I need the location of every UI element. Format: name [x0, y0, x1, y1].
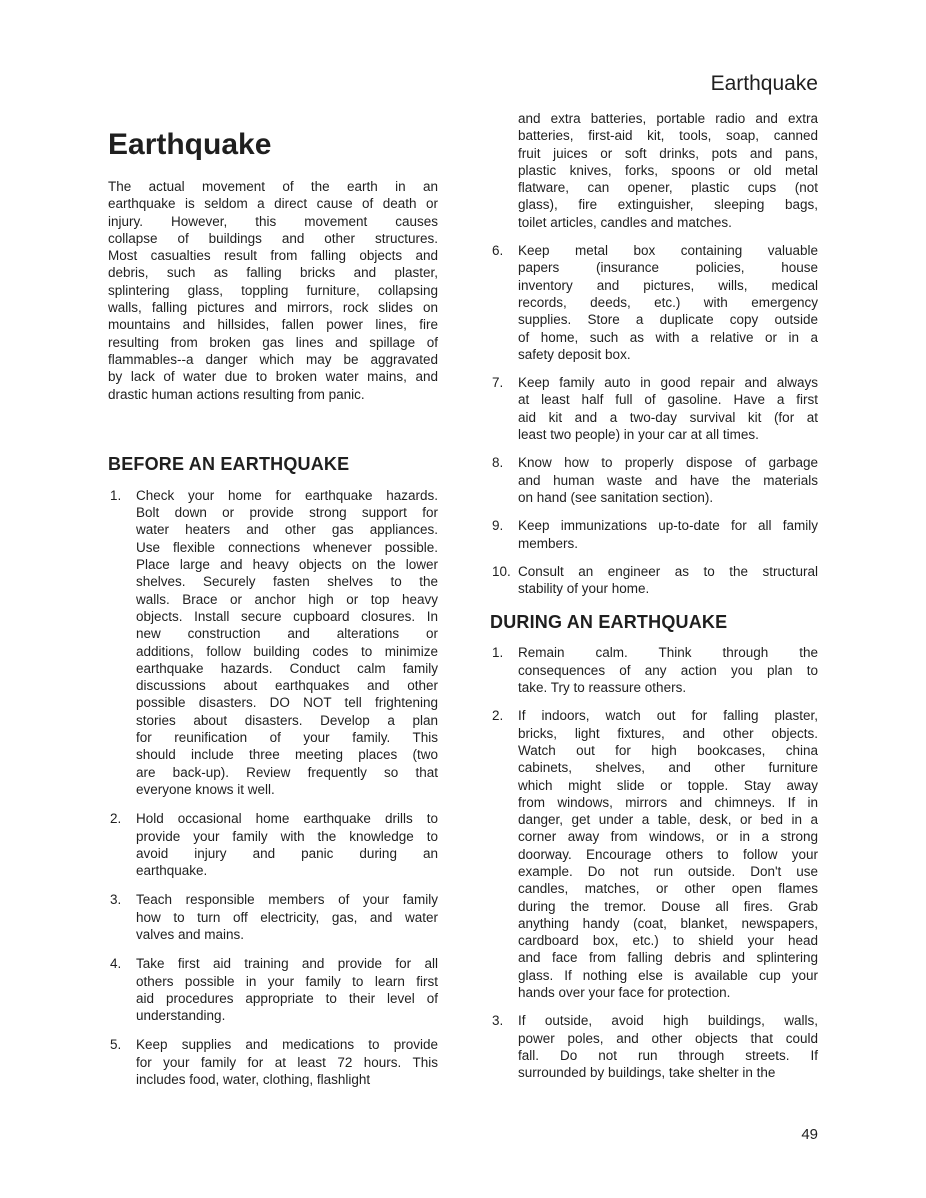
list-item-number: 1.	[492, 645, 504, 661]
text-line: mountains and hillsides, fallen power lines, fire	[108, 317, 438, 333]
list-item	[490, 1012, 818, 1081]
text-line: Keep metal box containing valuable	[518, 243, 818, 259]
list-item-number: 5.	[110, 1037, 122, 1053]
list-item-body	[136, 891, 438, 943]
text-line: additions, follow building codes to minimize	[136, 643, 438, 659]
text-line: for your family for at least 72 hours. This	[136, 1054, 438, 1070]
text-line: for reunification of your family. This	[136, 730, 438, 746]
text-line: Teach responsible members of your family	[136, 892, 438, 908]
list-item	[490, 644, 818, 696]
text-line: valves and mains.	[136, 926, 245, 942]
list-item-number: 7.	[492, 375, 504, 391]
text-line: members.	[518, 535, 579, 551]
text-line: toilet articles, candles and matches.	[518, 214, 732, 230]
text-line: consequences of any action you plan to	[518, 662, 818, 678]
text-line: least two people) in your car at all times.	[518, 427, 759, 443]
right-column	[490, 110, 818, 1082]
list-item-number: 2.	[110, 811, 122, 827]
text-line: Bolt down or provide strong support for	[136, 505, 438, 521]
list-item-number: 9.	[492, 518, 504, 534]
list-item-body	[518, 644, 818, 696]
text-line: debris, such as falling bricks and plaster,	[108, 265, 438, 281]
text-line: Know how to properly dispose of garbage	[518, 455, 818, 471]
text-line: others possible in your family to learn first	[136, 973, 438, 989]
text-line: The actual movement of the earth in an	[108, 179, 438, 194]
text-line: cardboard box, etc.) to shield your head	[518, 933, 818, 949]
page-number: 49	[801, 1126, 818, 1143]
text-line: Place large and heavy objects on the lower	[136, 557, 438, 573]
text-line: of home, such as with a relative or in a	[518, 329, 818, 345]
text-line: power poles, and other objects that could	[518, 1030, 818, 1046]
text-line: Keep supplies and medications to provide	[136, 1037, 438, 1053]
text-line: fall. Do not run through streets. If	[518, 1047, 818, 1063]
text-line: splintering glass, toppling furniture, collapsing	[108, 282, 438, 298]
text-line: Hold occasional home earthquake drills to	[136, 811, 438, 827]
text-line: hands over your face for protection.	[518, 985, 731, 1001]
list-item	[108, 1036, 438, 1088]
text-line: Check your home for earthquake hazards.	[136, 487, 438, 503]
text-line: papers (insurance policies, house	[518, 260, 818, 276]
list-item-number: 3.	[110, 892, 122, 908]
text-line: bricks, light fixtures, and other objects.	[518, 725, 818, 741]
text-line: how to turn off electricity, gas, and water	[136, 909, 438, 925]
list-item	[490, 454, 818, 506]
before-list-right	[490, 242, 818, 597]
list-item-body	[518, 374, 818, 443]
text-line: danger, get under a table, desk, or bed in a	[518, 812, 818, 828]
text-line: avoid injury and panic during an	[136, 845, 438, 861]
list-item-number: 1.	[110, 487, 122, 503]
text-line: plastic knives, forks, spoons or old metal	[518, 162, 818, 178]
text-line: at least half full of gasoline. Have a first	[518, 392, 818, 408]
list-item-number: 3.	[492, 1013, 504, 1029]
text-line: stories about disasters. Develop a plan	[136, 712, 438, 728]
list-item-number: 2.	[492, 708, 504, 724]
text-line: If outside, avoid high buildings, walls,	[518, 1013, 818, 1029]
text-line: safety deposit box.	[518, 346, 631, 362]
text-line: candles, matches, or other open flames	[518, 881, 818, 897]
text-line: doorway. Encourage others to follow your	[518, 846, 818, 862]
text-line: possible disasters. DO NOT tell frightening	[136, 695, 438, 711]
text-line: inventory and pictures, wills, medical	[518, 277, 818, 293]
text-line: Keep immunizations up-to-date for all family	[518, 518, 818, 534]
text-line: and extra batteries, portable radio and extra	[518, 111, 818, 126]
text-line: aid procedures appropriate to their level of	[136, 990, 438, 1006]
section-heading-during: DURING AN EARTHQUAKE	[490, 612, 728, 633]
list-item	[490, 517, 818, 552]
text-line: which might slide or topple. Stay away	[518, 777, 818, 793]
text-line: surrounded by buildings, take shelter in the	[518, 1065, 776, 1081]
page-title: Earthquake	[108, 128, 272, 161]
text-line: resulting from broken gas lines and spillage of	[108, 334, 438, 350]
list-item-body	[518, 454, 818, 506]
list-item-body	[518, 1012, 818, 1081]
list-item-body	[518, 707, 818, 1001]
text-line: take. Try to reassure others.	[518, 680, 687, 696]
list-item-body	[518, 563, 818, 598]
text-line: flatware, can opener, plastic cups (not	[518, 180, 818, 196]
text-line: walls, falling pictures and mirrors, rock slides on	[108, 300, 438, 316]
list-item-number: 6.	[492, 243, 504, 259]
intro-paragraph	[108, 178, 438, 403]
item5-continuation-paragraph	[518, 110, 818, 231]
running-header: Earthquake	[710, 72, 818, 95]
text-line: batteries, first-aid kit, tools, soap, canned	[518, 128, 818, 144]
text-line: supplies. Store a duplicate copy outside	[518, 312, 818, 328]
list-item-body	[136, 955, 438, 1024]
list-item	[490, 563, 818, 598]
text-line: stability of your home.	[518, 581, 650, 597]
text-line: drastic human actions resulting from panic.	[108, 386, 365, 402]
text-line: and human waste and have the materials	[518, 472, 818, 488]
text-line: injury. However, this movement causes	[108, 213, 438, 229]
text-line: objects. Install secure cupboard closures. In	[136, 608, 438, 624]
list-item-body	[136, 810, 438, 879]
text-line: earthquake.	[136, 863, 208, 879]
list-item	[108, 891, 438, 943]
before-list-left	[108, 487, 438, 1089]
during-list	[490, 644, 818, 1081]
text-line: glass. If nothing else is available cup your	[518, 967, 818, 983]
text-line: by lack of water due to broken water mains, and	[108, 369, 438, 385]
list-item-body	[518, 242, 818, 363]
list-item-number: 4.	[110, 956, 122, 972]
text-line: should include three meeting places (two	[136, 747, 438, 763]
text-line: records, deeds, etc.) with emergency	[518, 294, 818, 310]
text-line: aid kit and a two-day survival kit (for at	[518, 409, 818, 425]
text-line: glass), fire extinguisher, sleeping bags,	[518, 197, 818, 213]
text-line: Take first aid training and provide for all	[136, 956, 438, 972]
list-item	[108, 955, 438, 1024]
text-line: from windows, mirrors and chimneys. If in	[518, 794, 818, 810]
text-line: collapse of buildings and other structures.	[108, 230, 438, 246]
text-line: cabinets, shelves, and other furniture	[518, 760, 818, 776]
text-line: earthquake is seldom a direct cause of death or	[108, 196, 438, 212]
text-line: on hand (see sanitation section).	[518, 489, 714, 505]
list-item	[490, 707, 818, 1001]
text-line: understanding.	[136, 1008, 226, 1024]
text-line: Watch out for high bookcases, china	[518, 742, 818, 758]
text-line: water heaters and other gas appliances.	[136, 522, 438, 538]
text-line: everyone knows it well.	[136, 781, 275, 797]
text-line: example. Do not run outside. Don't use	[518, 863, 818, 879]
text-line: Remain calm. Think through the	[518, 645, 818, 661]
text-line: If indoors, watch out for falling plaster,	[518, 708, 818, 724]
list-item-body	[136, 1036, 438, 1088]
text-line: discussions about earthquakes and other	[136, 678, 438, 694]
section-heading-before: BEFORE AN EARTHQUAKE	[108, 453, 350, 474]
text-line: corner away from windows, or in a strong	[518, 829, 818, 845]
text-line: earthquake hazards. Conduct calm family	[136, 660, 438, 676]
text-line: fruit juices or soft drinks, pots and pans,	[518, 145, 818, 161]
text-line: new construction and alterations or	[136, 626, 438, 642]
text-line: includes food, water, clothing, flashlight	[136, 1072, 371, 1088]
text-line: Keep family auto in good repair and always	[518, 375, 818, 391]
text-line: flammables--a danger which may be aggravated	[108, 351, 438, 367]
text-line: and face from falling debris and splintering	[518, 950, 818, 966]
list-item	[108, 810, 438, 879]
list-item-number: 10.	[492, 563, 511, 579]
list-item	[490, 242, 818, 363]
list-item	[490, 374, 818, 443]
text-line: Most casualties result from falling objects and	[108, 248, 438, 264]
text-line: shelves. Securely fasten shelves to the	[136, 574, 438, 590]
list-item-number: 8.	[492, 455, 504, 471]
text-line: Use flexible connections whenever possible.	[136, 539, 438, 555]
text-line: during the tremor. Douse all fires. Grab	[518, 898, 818, 914]
list-item-body	[518, 517, 818, 552]
text-line: Consult an engineer as to the structural	[518, 563, 818, 579]
list-item	[108, 487, 438, 798]
text-line: provide your family with the knowledge to	[136, 828, 438, 844]
left-column	[108, 128, 438, 1088]
text-line: walls. Brace or anchor high or top heavy	[136, 591, 438, 607]
text-line: are back-up). Review frequently so that	[136, 764, 438, 780]
list-item-body	[136, 487, 438, 798]
text-line: anything handy (coat, blanket, newspapers,	[518, 915, 818, 931]
